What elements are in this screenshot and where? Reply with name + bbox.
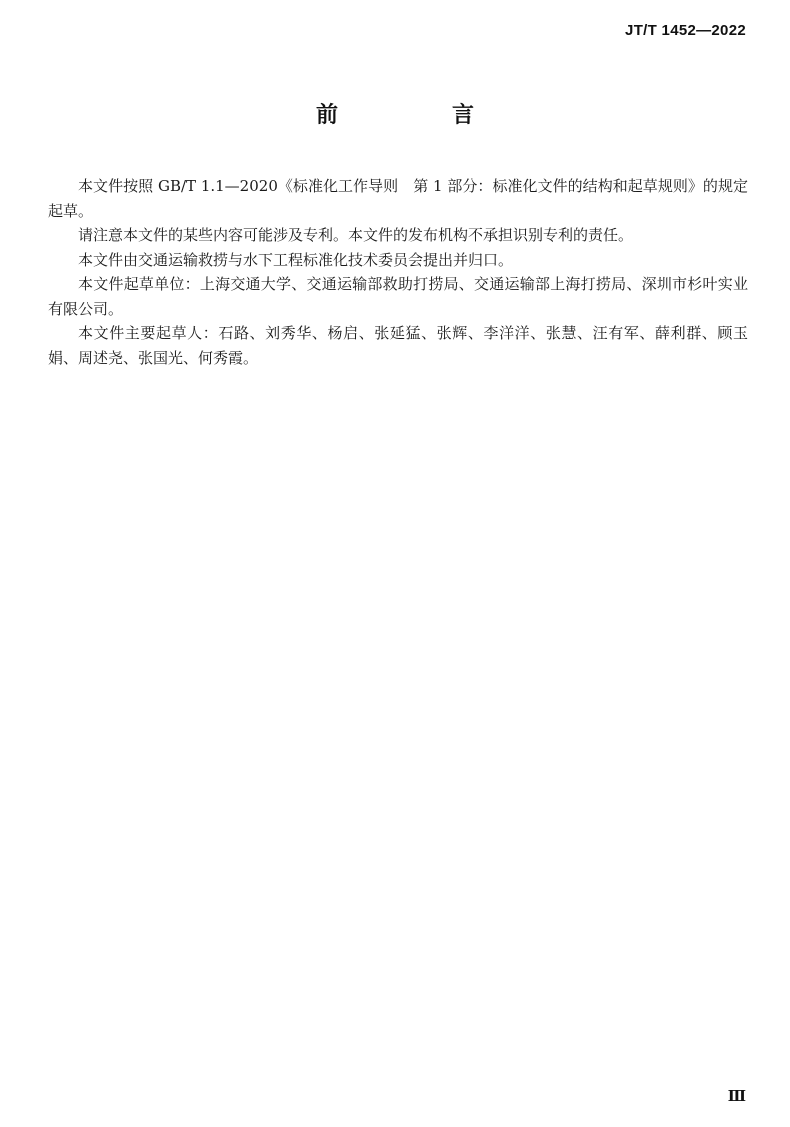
paragraph-drafting-rules: 本文件按照 GB/T 1.1—2020《标准化工作导则 第 1 部分：标准化文件的结构和起草规则》的规定起草。 (48, 177, 748, 220)
standard-code: JT/T 1452—2022 (625, 22, 746, 39)
paragraph-drafting-units: 本文件起草单位：上海交通大学、交通运输部救助打捞局、交通运输部上海打捞局、深圳市杉叶实业有限公司。 (48, 275, 748, 318)
page-title: 前 言 (315, 103, 520, 128)
page-number: Ⅲ (727, 1087, 746, 1105)
foreword-body (48, 174, 748, 370)
paragraph-proposing-committee: 本文件由交通运输救捞与水下工程标准化技术委员会提出并归口。 (78, 250, 514, 269)
paragraph-patent-notice: 请注意本文件的某些内容可能涉及专利。本文件的发布机构不承担识别专利的责任。 (78, 226, 634, 244)
paragraph-drafters: 本文件主要起草人：石路、刘秀华、杨启、张延猛、张辉、李洋洋、张慧、汪有军、薛利群、顾玉娟、周述尧、张国光、何秀霞。 (48, 324, 748, 367)
